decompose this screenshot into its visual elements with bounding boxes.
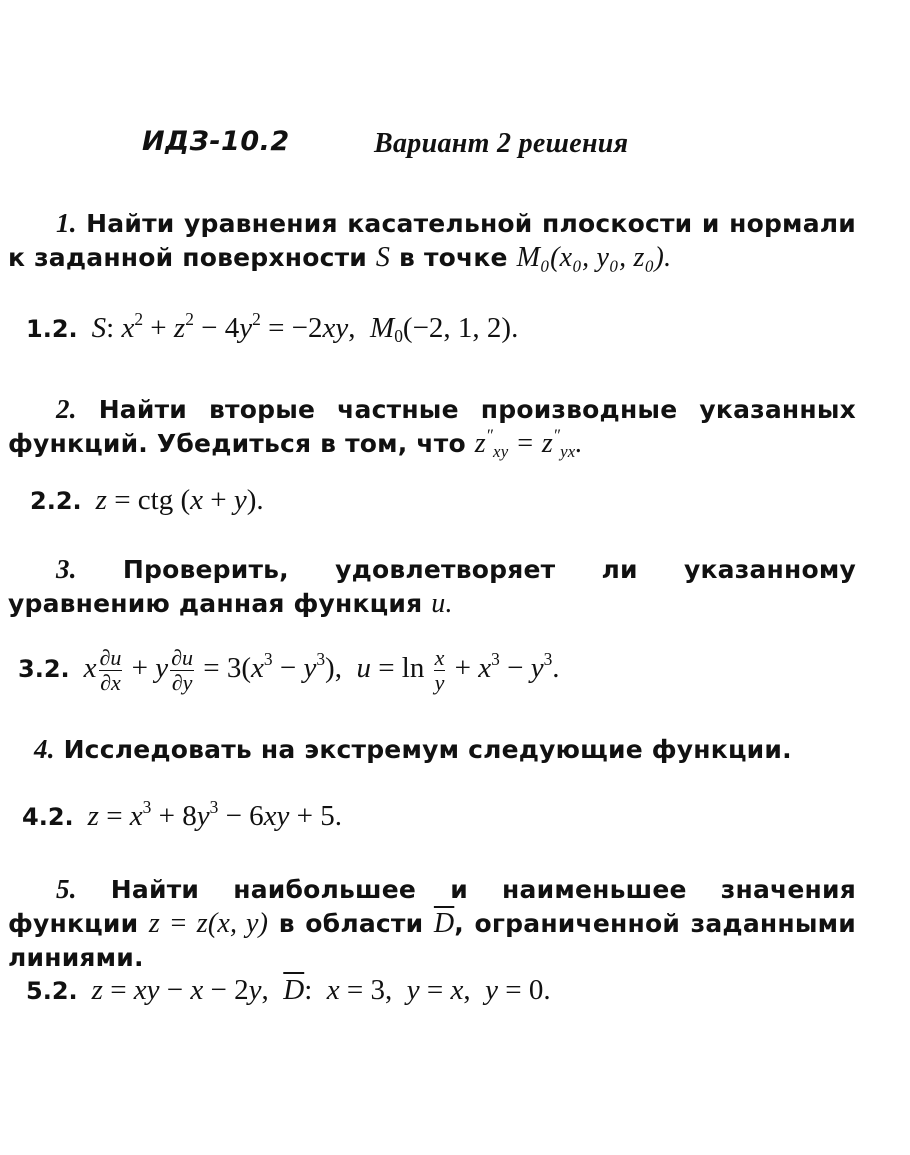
task-1-statement — [8, 206, 856, 275]
function-definition: z = z(x, y) — [148, 908, 269, 939]
task-3-statement — [8, 552, 856, 621]
problem-5-2 — [26, 974, 551, 1007]
task-number: 2. — [56, 394, 77, 424]
problem-formula: $z = x^3 + 8y^3 - 6xy + 5$. — [87, 796, 343, 832]
task-number: 1. — [56, 208, 77, 238]
problem-formula: S: $x^2 + z^2 - 4y^2 = -2xy$, $M_0(-2$, 1, 2). — [91, 308, 519, 347]
problem-formula: z = ctg (x + y). — [95, 484, 264, 516]
task-text: Проверить, удовлетворяет ли указанному уравнению данная функция — [8, 555, 856, 618]
task-number: 3. — [56, 554, 77, 584]
task-text: Найти уравнения касательной плоскости и нормали к заданной поверхности — [8, 209, 856, 272]
task-2-statement — [8, 392, 856, 461]
function-symbol: u. — [431, 588, 453, 619]
problem-number: 2.2. — [30, 487, 82, 515]
surface-symbol: S — [375, 242, 391, 273]
mixed-derivative-equation: $z''_{xy} = z''_{yx}$. — [474, 425, 583, 462]
document-header — [142, 126, 762, 172]
variant-title: Вариант 2 решения — [374, 128, 629, 159]
task-text: Исследовать на экстремум следующие функции. — [63, 735, 792, 764]
problem-formula: x $\frac{\partial u}{\partial x}$ + y $\frac{\partial u}{\partial y}$ = $3(x^3 - y^3)$, u = ln $\frac{x}{y}$ + $x^3 - y^3$. — [83, 645, 560, 695]
task-text: в точке — [399, 243, 508, 272]
problem-number: 3.2. — [18, 655, 70, 684]
problem-number: 1.2. — [26, 315, 78, 343]
problem-4-2 — [22, 796, 343, 833]
problem-2-2 — [30, 484, 264, 517]
problem-number: 4.2. — [22, 803, 74, 831]
problem-1-2 — [26, 308, 519, 347]
problem-formula: z = xy − x − 2y, $\overline{D}$: x = 3, y = x, y = 0. — [91, 974, 551, 1006]
problem-number: 5.2. — [26, 977, 78, 1005]
task-4-statement — [8, 732, 856, 767]
region-symbol: $\overline{D}$ — [433, 908, 455, 939]
task-text: Найти наибольшее и наименьшее значения функции — [8, 875, 856, 938]
assignment-code: ИДЗ-10.2 — [142, 126, 290, 157]
task-text: , ограниченной заданными линиями. — [8, 909, 856, 972]
task-text: в области — [278, 909, 424, 938]
task-number: 4. — [34, 734, 55, 764]
task-number: 5. — [56, 874, 77, 904]
problem-3-2 — [18, 646, 560, 695]
point-symbol: M₀(x₀, y₀, z₀). — [516, 242, 672, 273]
task-5-statement — [8, 872, 856, 975]
task-text: Найти вторые частные производные указанных функций. Убедиться в том, что — [8, 395, 857, 458]
